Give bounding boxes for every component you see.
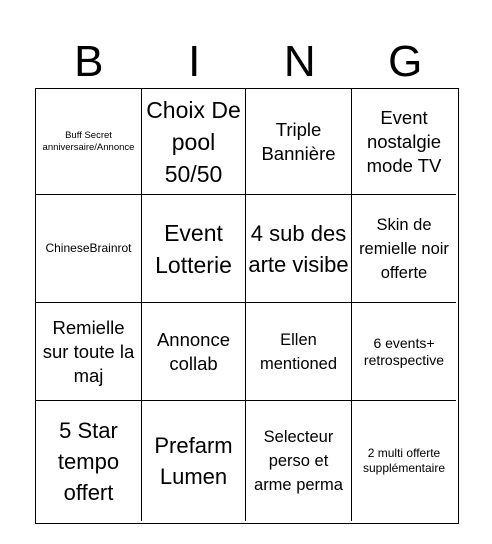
cell-text: Selecteur perso et arme perma: [254, 428, 343, 494]
bingo-cell[interactable]: [352, 195, 456, 303]
bingo-cell[interactable]: [36, 401, 142, 521]
bingo-cell[interactable]: [352, 303, 456, 401]
cell-text: Event nostalgie mode TV: [366, 106, 442, 176]
bingo-cell[interactable]: [246, 89, 352, 195]
cell-text: Remielle sur toute la maj: [42, 316, 135, 386]
bingo-cell[interactable]: [246, 195, 352, 303]
bingo-cell[interactable]: [36, 195, 142, 303]
header-letter-b: B: [74, 37, 104, 86]
bingo-cell[interactable]: [352, 89, 456, 195]
cell-text: 2 multi offerte supplémentaire: [362, 446, 446, 475]
cell-text: Prefarm Lumen: [154, 433, 233, 489]
header-letter-g: G: [388, 37, 423, 86]
cell-text: 5 Star tempo offert: [57, 417, 120, 505]
cell-text: Buff Secret anniversaire/Annonce: [42, 129, 135, 153]
bingo-cell[interactable]: [36, 303, 142, 401]
bingo-grid: [35, 88, 459, 524]
cell-text: Ellen mentioned: [259, 330, 338, 373]
bingo-cell[interactable]: [142, 195, 246, 303]
bingo-cell[interactable]: [246, 303, 352, 401]
cell-text: ChineseBrainrot: [45, 241, 132, 255]
cell-text: Skin de remielle noir offerte: [359, 215, 449, 282]
cell-text: 4 sub des arte visibe: [248, 220, 349, 277]
bingo-cell[interactable]: [352, 401, 456, 521]
bingo-cell[interactable]: [142, 303, 246, 401]
bingo-cell[interactable]: [142, 89, 246, 195]
bingo-cell[interactable]: [36, 89, 142, 195]
bingo-cell[interactable]: [246, 401, 352, 521]
header-letter-i: I: [188, 37, 201, 86]
bingo-cell[interactable]: [142, 401, 246, 521]
bingo-header: [36, 36, 458, 88]
cell-text: Choix De pool 50/50: [146, 96, 241, 187]
cell-text: Event Lotterie: [155, 219, 232, 278]
cell-text: 6 events+ retrospective: [363, 334, 445, 368]
header-letter-n: N: [283, 37, 316, 86]
cell-text: Annonce collab: [156, 328, 231, 374]
cell-text: Triple Bannière: [261, 118, 336, 164]
